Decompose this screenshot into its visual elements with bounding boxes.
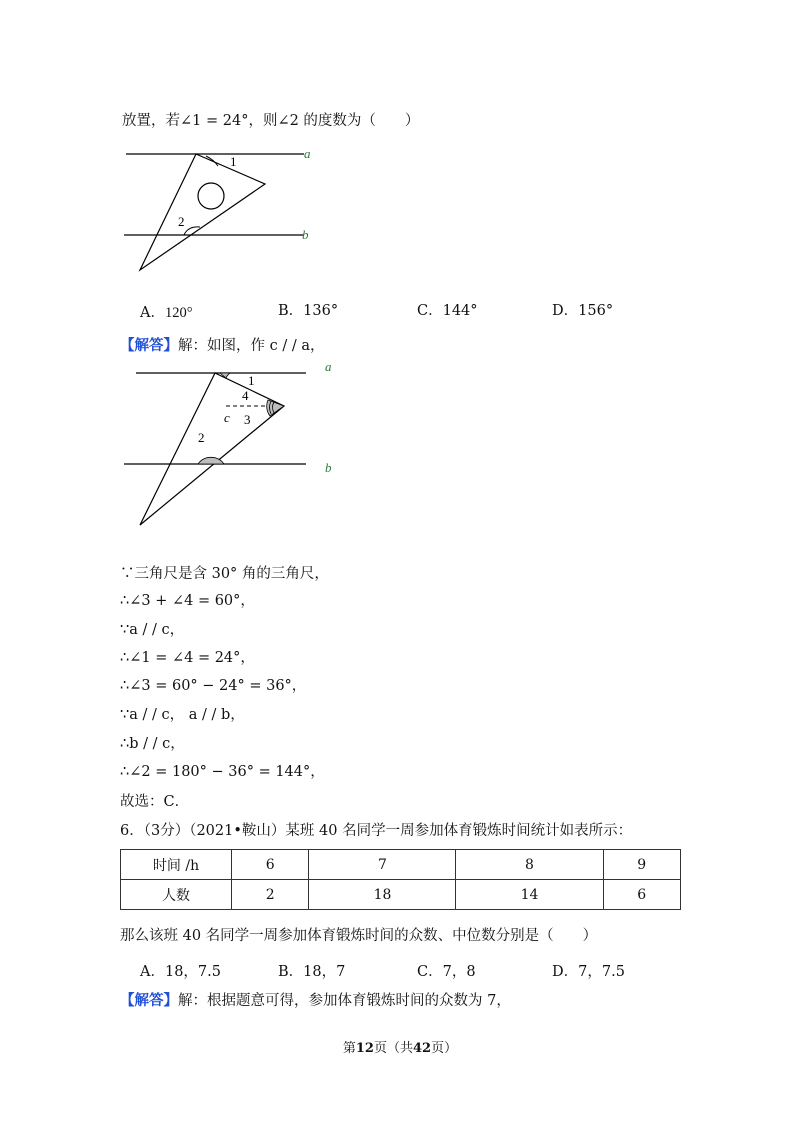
q5-option-b — [278, 304, 338, 319]
footer-total-pages: 42 — [413, 1041, 432, 1056]
exercise-time-table — [120, 849, 681, 910]
q5-option-b-value: 136° — [303, 303, 339, 319]
solution-step-2: ∴∠3 + ∠4 = 60°， — [120, 593, 255, 609]
solution-6 — [120, 994, 511, 1009]
footer-mid: 页（共 — [373, 1041, 413, 1056]
table-cell: 7 — [309, 850, 456, 880]
solution-5-figure — [118, 358, 348, 530]
triangle-ruler — [140, 154, 265, 270]
table-cell: 18 — [309, 880, 456, 910]
q5-option-a-value: 120° — [164, 305, 193, 321]
triangle-ruler — [140, 373, 284, 525]
q6-option-d-value: 7，7.5 — [578, 964, 625, 980]
angle-2-label: 2 — [178, 214, 185, 229]
table-cell: 人数 — [121, 880, 232, 910]
question-6-stem: 6．（3分）（2021•鞍山）某班 40 名同学一周参加体育锻炼时间统计如表所示： — [120, 823, 633, 839]
q5-option-a — [140, 306, 193, 321]
solution-step-4: ∴∠1 = ∠4 = 24°， — [120, 650, 255, 666]
solution-5-intro-text: 解：如图，作 c / / a， — [178, 338, 325, 354]
solution-5-intro — [120, 339, 324, 354]
table-cell: 9 — [603, 850, 681, 880]
solution-step-1: ∵三角尺是含 30° 角的三角尺， — [120, 566, 329, 582]
table-row — [121, 850, 681, 880]
angle-3-label: 3 — [244, 412, 251, 427]
solution-step-7: ∴b / / c， — [120, 736, 185, 752]
angle-4-label: 4 — [242, 388, 249, 403]
q5-option-c — [417, 304, 478, 319]
line-b-label: b — [325, 460, 332, 475]
table-cell: 8 — [456, 850, 603, 880]
footer-pre: 第 — [342, 1041, 356, 1056]
q6-option-b-letter: B． — [278, 964, 304, 980]
q6-option-c-letter: C． — [417, 964, 443, 980]
page-footer — [0, 1037, 800, 1056]
angle-1-label: 1 — [230, 154, 237, 169]
q6-option-c — [417, 965, 476, 980]
line-c-label: c — [224, 410, 230, 425]
solution-6-tag: 【解答】 — [120, 992, 178, 1009]
q5-option-c-value: 144° — [442, 303, 478, 319]
q5-option-d-value: 156° — [578, 303, 614, 319]
q5-option-b-letter: B． — [278, 303, 304, 319]
footer-page-number: 12 — [355, 1041, 374, 1056]
q5-option-d-letter: D． — [552, 303, 579, 319]
solution-6-text: 解：根据题意可得，参加体育锻炼时间的众数为 7， — [178, 993, 511, 1009]
q6-option-c-value: 7，8 — [442, 964, 476, 980]
table-cell: 6 — [603, 880, 681, 910]
question-5-stem: 放置，若∠1 = 24°，则∠2 的度数为（ ） — [122, 113, 420, 129]
q6-option-a — [140, 965, 221, 980]
q6-option-d — [552, 965, 625, 980]
table-cell: 14 — [456, 880, 603, 910]
solution-step-5: ∴∠3 = 60° − 24° = 36°， — [120, 678, 307, 694]
solution-step-9: 故选：C． — [120, 794, 190, 810]
q6-option-a-value: 18，7.5 — [164, 964, 221, 980]
angle-2-label: 2 — [198, 430, 205, 445]
table-row — [121, 880, 681, 910]
q6-option-d-letter: D． — [552, 964, 579, 980]
table-cell: 2 — [232, 880, 309, 910]
q6-option-b-value: 18，7 — [303, 964, 346, 980]
ruler-hole — [198, 183, 224, 209]
solution-5-tag: 【解答】 — [120, 337, 178, 354]
q5-option-d — [552, 304, 613, 319]
table-cell: 6 — [232, 850, 309, 880]
solution-step-6: ∵a / / c， a / / b， — [120, 707, 245, 723]
line-a-label: a — [325, 359, 332, 374]
q6-option-b — [278, 965, 345, 980]
q5-option-a-letter: A． — [140, 305, 165, 321]
question-5-figure — [118, 140, 328, 280]
line-a-label: a — [304, 146, 311, 161]
q6-option-a-letter: A． — [140, 964, 165, 980]
line-b-label: b — [302, 227, 309, 242]
table-cell: 时间 /h — [121, 850, 232, 880]
solution-step-8: ∴∠2 = 180° − 36° = 144°， — [120, 764, 325, 780]
footer-post: 页） — [431, 1041, 458, 1056]
question-6-question: 那么该班 40 名同学一周参加体育锻炼时间的众数、中位数分别是（ ） — [120, 928, 598, 944]
q5-option-c-letter: C． — [417, 303, 443, 319]
solution-step-3: ∵a / / c， — [120, 622, 185, 638]
angle-1-label: 1 — [248, 373, 255, 388]
